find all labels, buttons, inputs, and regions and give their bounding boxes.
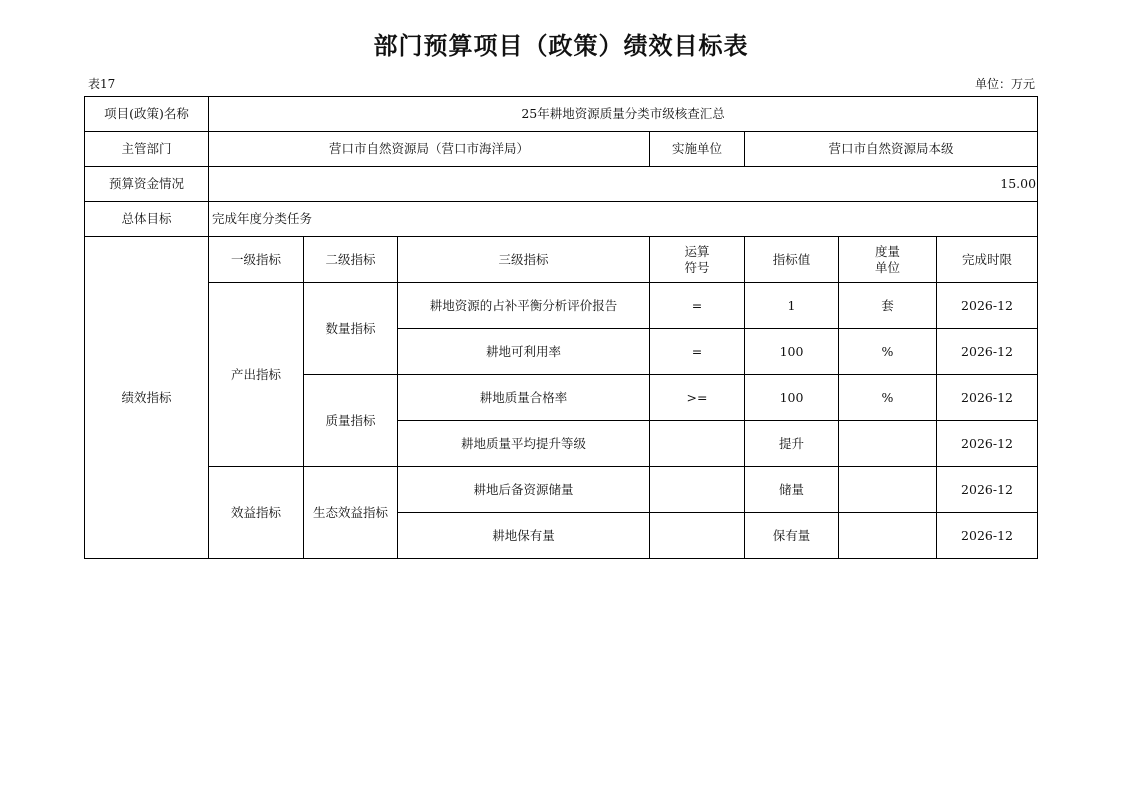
header-value: 指标值 — [745, 237, 839, 283]
indicator-deadline: 2026-12 — [937, 513, 1038, 559]
indicator-deadline: 2026-12 — [937, 283, 1038, 329]
header-unit: 度量 单位 — [839, 237, 937, 283]
indicator-unit: % — [839, 375, 937, 421]
budget-label: 预算资金情况 — [85, 167, 209, 202]
indicator-deadline: 2026-12 — [937, 467, 1038, 513]
impl-label: 实施单位 — [650, 132, 745, 167]
indicator-unit — [839, 467, 937, 513]
header-level3: 三级指标 — [398, 237, 650, 283]
indicator-name: 耕地保有量 — [398, 513, 650, 559]
indicator-value: 100 — [745, 375, 839, 421]
goal-value: 完成年度分类任务 — [209, 202, 1038, 237]
header-operator: 运算 符号 — [650, 237, 745, 283]
indicator-row — [85, 283, 1038, 329]
group-benefit: 效益指标 — [209, 467, 304, 559]
indicator-name: 耕地后备资源储量 — [398, 467, 650, 513]
header-level2: 二级指标 — [304, 237, 398, 283]
indicator-value: 保有量 — [745, 513, 839, 559]
indicator-deadline: 2026-12 — [937, 375, 1038, 421]
indicator-operator: = — [650, 329, 745, 375]
indicator-unit — [839, 421, 937, 467]
indicator-name: 耕地可利用率 — [398, 329, 650, 375]
indicator-header-row — [85, 237, 1038, 283]
indicator-value: 1 — [745, 283, 839, 329]
indicator-operator: = — [650, 283, 745, 329]
header-deadline: 完成时限 — [937, 237, 1038, 283]
indicator-operator — [650, 421, 745, 467]
indicator-deadline: 2026-12 — [937, 329, 1038, 375]
group-output: 产出指标 — [209, 283, 304, 467]
indicators-label: 绩效指标 — [85, 237, 209, 559]
indicator-name: 耕地质量平均提升等级 — [398, 421, 650, 467]
indicator-name: 耕地质量合格率 — [398, 375, 650, 421]
indicator-value: 提升 — [745, 421, 839, 467]
budget-value: 15.00 — [209, 167, 1038, 202]
dept-label: 主管部门 — [85, 132, 209, 167]
group-eco: 生态效益指标 — [304, 467, 398, 559]
table-number: 表17 — [88, 77, 116, 91]
indicator-row — [85, 467, 1038, 513]
indicator-unit — [839, 513, 937, 559]
performance-table — [84, 96, 1038, 559]
indicator-operator — [650, 467, 745, 513]
project-name-label: 项目(政策)名称 — [85, 97, 209, 132]
indicator-unit: % — [839, 329, 937, 375]
indicator-name: 耕地资源的占补平衡分析评价报告 — [398, 283, 650, 329]
impl-value: 营口市自然资源局本级 — [745, 132, 1038, 167]
indicator-value: 100 — [745, 329, 839, 375]
group-quality: 质量指标 — [304, 375, 398, 467]
goal-label: 总体目标 — [85, 202, 209, 237]
header-level1: 一级指标 — [209, 237, 304, 283]
budget-row — [85, 167, 1038, 202]
unit-label: 单位：万元 — [974, 77, 1035, 91]
group-quantity: 数量指标 — [304, 283, 398, 375]
project-name-value: 25年耕地资源质量分类市级核查汇总 — [209, 97, 1038, 132]
indicator-value: 储量 — [745, 467, 839, 513]
indicator-operator — [650, 513, 745, 559]
indicator-operator: >= — [650, 375, 745, 421]
goal-row — [85, 202, 1038, 237]
project-name-row — [85, 97, 1038, 132]
indicator-unit: 套 — [839, 283, 937, 329]
department-row — [85, 132, 1038, 167]
indicator-deadline: 2026-12 — [937, 421, 1038, 467]
page-title: 部门预算项目（政策）绩效目标表 — [373, 32, 749, 60]
dept-value: 营口市自然资源局（营口市海洋局） — [209, 132, 650, 167]
